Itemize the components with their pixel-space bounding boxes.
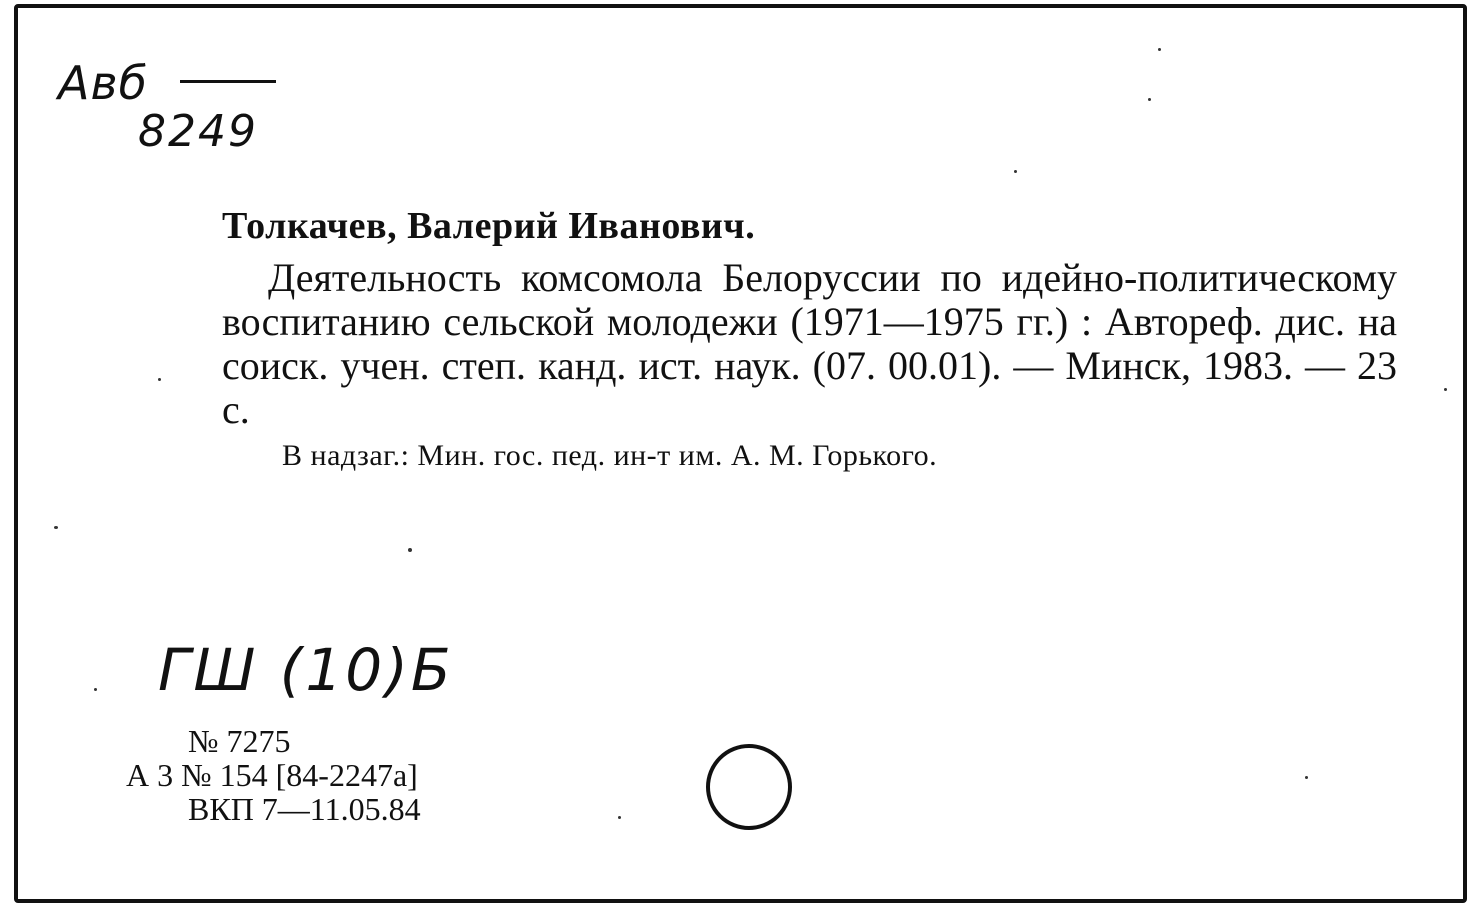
title-description: Деятельность комсомола Белоруссии по идейно-политическому воспитанию сельской молодежи (1971—1975 гг.) : Автореф. дис. на соиск. учен. степ. канд. ист. наук. (07. 00.01). — Минск, 1983. — 23 с. (222, 255, 1397, 432)
dust-speck (1305, 776, 1308, 779)
dust-speck (94, 688, 97, 691)
shelf-mark-bottom: 8249 (138, 106, 258, 157)
classification-mark: ГШ (10)Б (158, 636, 454, 704)
dust-speck (1158, 48, 1161, 51)
dust-speck (1014, 170, 1017, 173)
header-note: В надзаг.: Мин. гос. пед. ин-т им. А. М. Горького. (282, 439, 938, 472)
shelf-mark-top: Авб (58, 56, 148, 110)
dust-speck (158, 378, 161, 381)
punch-hole (706, 744, 792, 830)
bibliographic-entry (222, 204, 1397, 474)
dust-speck (1444, 388, 1447, 391)
print-info: ВКП 7—11.05.84 (188, 791, 421, 827)
dust-speck (618, 816, 621, 819)
accession-number: № 7275 (188, 723, 291, 759)
order-number: А 3 № 154 [84-2247а] (126, 757, 418, 793)
card-numbers (126, 724, 421, 826)
catalog-card (14, 4, 1467, 903)
author-heading: Толкачев, Валерий Иванович. (222, 205, 756, 247)
dust-speck (408, 548, 412, 552)
dust-speck (1148, 98, 1151, 101)
shelf-mark-line (180, 80, 276, 83)
dust-speck (54, 526, 58, 529)
